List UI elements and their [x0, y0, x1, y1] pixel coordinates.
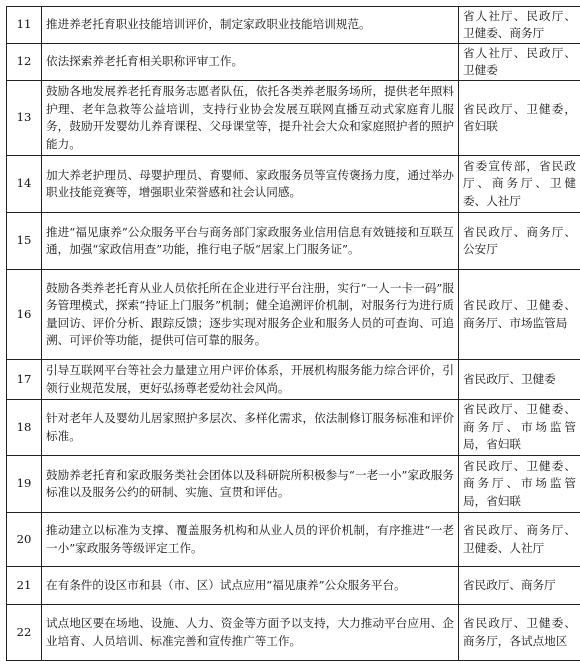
table-row	[7, 81, 580, 156]
row-number: 11	[7, 7, 42, 44]
row-number: 22	[7, 605, 42, 661]
table-row	[7, 7, 580, 44]
table-row	[7, 456, 580, 513]
row-number: 18	[7, 400, 42, 456]
department-text: 省民政厅、商务厅	[459, 567, 580, 605]
task-text: 加大养老护理员、母婴护理员、育婴师、家政服务员等宣传褒扬力度，通过举办职业技能竞赛等，增强职业荣誉感和社会认同感。	[42, 156, 459, 213]
department-text: 省民政厅、卫健委	[459, 360, 580, 400]
department-text: 省民政厅、商务厅、公安厅	[459, 213, 580, 270]
row-number: 19	[7, 456, 42, 513]
task-text: 推进养老托育职业技能培训评价，制定家政职业技能培训规范。	[42, 7, 459, 44]
task-text: 推进“福见康养”公众服务平台与商务部门家政服务业信用信息有效链接和互联互通，加强“家政信用查”功能，推行电子版“居家上门服务证”。	[42, 213, 459, 270]
task-text: 依法探索养老托育相关职称评审工作。	[42, 44, 459, 81]
task-text: 鼓励养老托育和家政服务类社会团体以及科研院所积极参与“一老一小”家政服务标准以及服务公约的研制、实施、宣贯和评估。	[42, 456, 459, 513]
department-text: 省人社厅、民政厅、卫健委	[459, 44, 580, 81]
row-number: 12	[7, 44, 42, 81]
row-number: 13	[7, 81, 42, 156]
table-row	[7, 567, 580, 605]
row-number: 20	[7, 513, 42, 567]
department-text: 省民政厅、商务厅、卫健委、人社厅	[459, 513, 580, 567]
department-text: 省民政厅、卫健委，省妇联	[459, 81, 580, 156]
task-text: 引导互联网平台等社会力量建立用户评价体系，开展机构服务能力综合评价，引领行业规范发展，更好弘扬尊老爱幼社会风尚。	[42, 360, 459, 400]
department-text: 省民政厅、卫健委、商务厅、市场监管局，省妇联	[459, 456, 580, 513]
row-number: 21	[7, 567, 42, 605]
task-text: 鼓励各地发展养老托育服务志愿者队伍，依托各类养老服务场所，提供老年照料护理、老年急救等公益培训，支持行业协会发展互联网直播互动式家庭育儿服务，鼓励开发婴幼儿养育课程、父母课堂等，提升社会大众和家庭照护者的照护能力。	[42, 81, 459, 156]
row-number: 16	[7, 270, 42, 360]
table-row	[7, 400, 580, 456]
department-text: 省民政厅、卫健委、商务厅、市场监管局	[459, 270, 580, 360]
table-row	[7, 605, 580, 661]
table-row	[7, 513, 580, 567]
department-text: 省民政厅、卫健委、商务厅、市场监管局，省妇联	[459, 400, 580, 456]
department-text: 省人社厅、民政厅、卫健委、商务厅	[459, 7, 580, 44]
row-number: 15	[7, 213, 42, 270]
task-text: 针对老年人及婴幼儿居家照护多层次、多样化需求，依法制修订服务标准和评价标准。	[42, 400, 459, 456]
row-number: 14	[7, 156, 42, 213]
department-text: 省民政厅、卫健委、商务厅，各试点地区	[459, 605, 580, 661]
table-row	[7, 270, 580, 360]
table-row	[7, 360, 580, 400]
task-text: 鼓励各类养老托育从业人员依托所在企业进行平台注册，实行“一人一卡一码”服务管理模式，探索“持证上门服务”机制；健全追溯评价机制，对服务行为进行质量回访、评价分析、跟踪反馈；逐步实现对服务企业和服务人员的可查询、可追溯、可评价等功能，提供可信可靠的服务。	[42, 270, 459, 360]
table-row	[7, 156, 580, 213]
task-text: 推动建立以标准为支撑、覆盖服务机构和从业人员的评价机制，有序推进“一老一小”家政服务等级评定工作。	[42, 513, 459, 567]
policy-task-table	[6, 6, 580, 661]
row-number: 17	[7, 360, 42, 400]
department-text: 省委宣传部，省民政厅、商务厅、卫健委、人社厅	[459, 156, 580, 213]
task-text: 试点地区要在场地、设施、人力、资金等方面予以支持，大力推动平台应用、企业培育、人员培训、标准完善和宣传推广等工作。	[42, 605, 459, 661]
table-row	[7, 44, 580, 81]
table-row	[7, 213, 580, 270]
task-text: 在有条件的设区市和县（市、区）试点应用“福见康养”公众服务平台。	[42, 567, 459, 605]
